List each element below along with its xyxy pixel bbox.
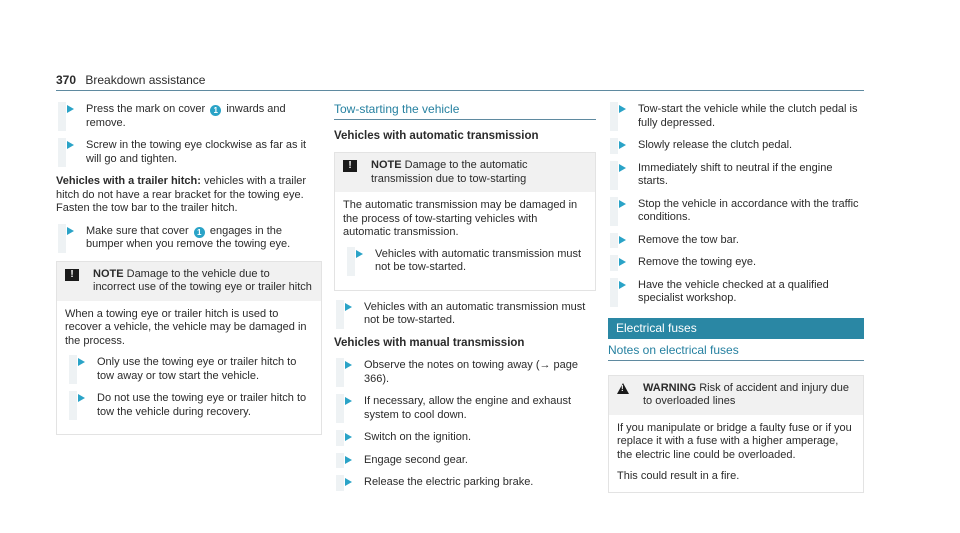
- note-box-transmission: [334, 152, 596, 291]
- step-arrow-icon: [78, 394, 85, 402]
- section-title-tow-starting: Tow-starting the vehicle: [334, 103, 596, 120]
- column-middle: [334, 103, 596, 499]
- step-tow-start: Have the vehicle checked at a qualified specialist workshop.: [608, 279, 864, 306]
- step-arrow-icon: [67, 105, 74, 113]
- column-left: [56, 103, 322, 445]
- step-manual: Release the electric parking brake.: [334, 476, 596, 490]
- step-auto-warning: Vehicles with an automatic transmission must not be tow-started.: [334, 301, 596, 328]
- step-arrow-icon: [619, 258, 626, 266]
- step-arrow-icon: [345, 478, 352, 486]
- step-make-sure: Make sure that cover 1 engages in the bumper when you remove the towing eye.: [56, 225, 322, 252]
- step-tow-start: Slowly release the clutch pedal.: [608, 139, 864, 153]
- step-tow-start: Remove the towing eye.: [608, 256, 864, 270]
- step-arrow-icon: [67, 141, 74, 149]
- exclamation-icon: !: [65, 269, 79, 281]
- note-header: ! NOTE Damage to the automatic transmission due to tow-starting: [335, 153, 595, 192]
- step-arrow-icon: [345, 361, 352, 369]
- step-tow-start: Immediately shift to neutral if the engine starts.: [608, 162, 864, 189]
- column-right: [608, 103, 864, 503]
- step-tow-start: Stop the vehicle in accordance with the traffic conditions.: [608, 198, 864, 225]
- step-arrow-icon: [619, 105, 626, 113]
- step-arrow-icon: [619, 236, 626, 244]
- callout-badge-1: 1: [210, 105, 221, 116]
- step-arrow-icon: [619, 164, 626, 172]
- page-header: [56, 74, 205, 88]
- page-number: 370: [56, 73, 77, 87]
- step-arrow-icon: [356, 250, 363, 258]
- exclamation-icon: !: [343, 160, 357, 172]
- note-step: Only use the towing eye or trailer hitch to tow away or tow start the vehicle.: [67, 356, 313, 383]
- note-step: Do not use the towing eye or trailer hitch to tow the vehicle during recovery.: [67, 392, 313, 419]
- step-arrow-icon: [345, 433, 352, 441]
- step-manual: Switch on the ignition.: [334, 431, 596, 445]
- step-screw-in: Screw in the towing eye clockwise as far as it will go and tighten.: [56, 139, 322, 166]
- step-arrow-icon: [67, 227, 74, 235]
- section-title: Breakdown assistance: [85, 73, 206, 87]
- step-arrow-icon: [78, 358, 85, 366]
- warning-box-fuses: [608, 375, 864, 493]
- step-press-mark: Press the mark on cover 1 inwards and remove.: [56, 103, 322, 130]
- step-arrow-icon: [345, 397, 352, 405]
- section-banner-electrical-fuses: Electrical fuses: [608, 318, 864, 340]
- subhead-automatic: Vehicles with automatic transmission: [334, 129, 539, 142]
- trailer-hitch-paragraph: Vehicles with a trailer hitch: vehicles with a trailer hitch do not have a rear bracket for the towing eye. Fasten the tow bar to the trailer hitch.: [56, 175, 307, 214]
- subhead-manual: Vehicles with manual transmission: [334, 336, 525, 349]
- warning-header: ! WARNING Risk of accident and injury due to overloaded lines: [609, 376, 863, 415]
- note-box-towing-eye: [56, 261, 322, 436]
- note-step: Vehicles with automatic transmission must not be tow-started.: [345, 248, 587, 275]
- warning-triangle-icon: !: [617, 383, 629, 394]
- callout-badge-1: 1: [194, 227, 205, 238]
- step-tow-start: Remove the tow bar.: [608, 234, 864, 248]
- section-title-fuse-notes: Notes on electrical fuses: [608, 344, 864, 361]
- step-manual: Engage second gear.: [334, 454, 596, 468]
- step-manual: If necessary, allow the engine and exhaust system to cool down.: [334, 395, 596, 422]
- step-arrow-icon: [619, 281, 626, 289]
- step-arrow-icon: [619, 200, 626, 208]
- header-divider: [56, 90, 864, 91]
- step-manual: Observe the notes on towing away (→ page 366).: [334, 359, 596, 386]
- note-body: The automatic transmission may be damaged in the process of tow-starting vehicles with automatic transmission. Vehicles with automatic transmission must not be tow-started.: [335, 192, 595, 290]
- step-tow-start: Tow-start the vehicle while the clutch pedal is fully depressed.: [608, 103, 864, 130]
- step-arrow-icon: [345, 303, 352, 311]
- step-arrow-icon: [345, 456, 352, 464]
- note-header: ! NOTE Damage to the vehicle due to incorrect use of the towing eye or trailer hitch: [57, 262, 321, 301]
- note-body: When a towing eye or trailer hitch is used to recover a vehicle, the vehicle may be damaged in the process. Only use the towing eye or trailer hitch to tow away or tow start the vehicle. Do not use the towing eye or trailer hitch to tow the vehicle during recovery.: [57, 301, 321, 435]
- step-arrow-icon: [619, 141, 626, 149]
- warning-body: If you manipulate or bridge a faulty fuse or if you replace it with a fuse with a higher amperage, the electric line could be overloaded. This could result in a fire.: [617, 421, 852, 482]
